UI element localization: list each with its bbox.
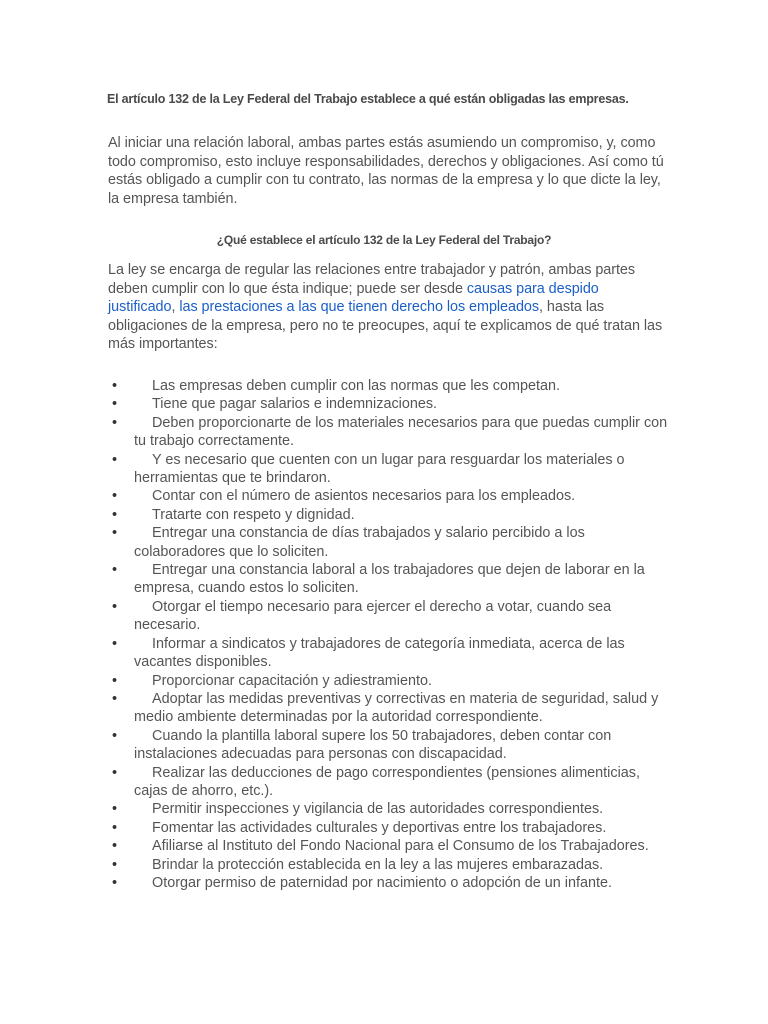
list-item-text: Adoptar las medidas preventivas y correctivas en materia de seguridad, salud y medio ambiente determinadas por la autoridad correspondiente.: [134, 690, 659, 726]
list-item-text: Tratarte con respeto y dignidad.: [152, 506, 355, 523]
list-item: [108, 377, 668, 395]
bullet-icon: •: [112, 727, 118, 744]
list-item: [108, 672, 668, 690]
list-item-text: Informar a sindicatos y trabajadores de categoría inmediata, acerca de las vacantes disponibles.: [134, 635, 625, 671]
bullet-icon: •: [112, 378, 118, 394]
list-item: [108, 727, 668, 764]
bullet-icon: •: [112, 396, 118, 413]
list-item: [108, 524, 668, 561]
document-title: El artículo 132 de la Ley Federal del Trabajo establece a qué están obligadas las empresas.: [107, 92, 629, 106]
bullet-icon: •: [112, 598, 118, 615]
list-item-text: Proporcionar capacitación y adiestramiento.: [152, 672, 432, 689]
bullet-icon: •: [112, 690, 118, 707]
list-item: [108, 690, 668, 727]
list-item-text: Permitir inspecciones y vigilancia de las autoridades correspondientes.: [152, 801, 604, 818]
list-item-text: Cuando la plantilla laboral supere los 50 trabajadores, deben contar con instalaciones adecuadas para personas con discapacidad.: [134, 727, 612, 763]
section-heading: ¿Qué establece el artículo 132 de la Ley Federal del Trabajo?: [216, 233, 552, 247]
list-item-text: Brindar la protección establecida en la ley a las mujeres embarazadas.: [152, 856, 604, 873]
bullet-icon: •: [112, 801, 118, 818]
intro-paragraph: Al iniciar una relación laboral, ambas partes estás asumiendo un compromiso, y, como todo compromiso, esto incluye responsabilidades, derechos y obligaciones. Así como tú estás obligado a cumplir con tu contrato, las normas de la empresa y lo que dicte la ley, la empresa también.: [108, 135, 664, 207]
paragraph-text-between: ,: [171, 299, 180, 315]
bullet-icon: •: [112, 525, 118, 542]
list-item: [108, 414, 668, 451]
bullet-icon: •: [112, 506, 118, 523]
bullet-icon: •: [112, 635, 118, 652]
bullet-icon: •: [112, 874, 118, 891]
list-item: [108, 800, 668, 818]
list-item-text: Entregar una constancia laboral a los trabajadores que dejen de laborar en la empresa, cuando estos lo soliciten.: [134, 562, 645, 597]
list-item: [108, 856, 668, 874]
bullet-icon: •: [112, 819, 118, 836]
list-item: [108, 506, 668, 524]
list-item: [108, 874, 668, 892]
list-item-text: Otorgar el tiempo necesario para ejercer el derecho a votar, cuando sea necesario.: [134, 598, 612, 634]
bullet-icon: •: [112, 764, 118, 781]
link-prestaciones[interactable]: las prestaciones a las que tienen derecho los empleados: [179, 299, 540, 315]
link-causas-despido[interactable]: causas para despido justificado: [108, 280, 599, 315]
list-item-text: Entregar una constancia de días trabajados y salario percibido a los colaboradores que lo soliciten.: [134, 525, 585, 560]
list-item-text: Realizar las deducciones de pago correspondientes (pensiones alimenticias, cajas de ahorro, etc.).: [134, 764, 640, 799]
list-item: [108, 764, 668, 801]
list-item: [108, 451, 668, 488]
list-item-text: Deben proporcionarte de los materiales necesarios para que puedas cumplir con tu trabajo correctamente.: [134, 414, 668, 450]
obligations-list: [108, 377, 668, 892]
bullet-icon: •: [112, 488, 118, 505]
list-item: [108, 395, 668, 413]
list-item-text: Otorgar permiso de paternidad por nacimiento o adopción de un infante.: [152, 874, 612, 891]
list-item-text: Las empresas deben cumplir con las normas que les competan.: [152, 378, 560, 394]
paragraph-text-after: , hasta las obligaciones de la empresa, pero no te preocupes, aquí te explicamos de qué tratan las más importantes:: [108, 299, 663, 352]
list-item: [108, 819, 668, 837]
list-item: [108, 598, 668, 635]
list-item: [108, 635, 668, 672]
bullet-icon: •: [112, 672, 118, 689]
bullet-icon: •: [112, 838, 118, 855]
list-item-text: Afiliarse al Instituto del Fondo Nacional para el Consumo de los Trabajadores.: [152, 838, 649, 855]
list-item: [108, 837, 668, 855]
bullet-icon: •: [112, 562, 118, 579]
list-item-text: Contar con el número de asientos necesarios para los empleados.: [152, 488, 576, 505]
list-item-text: Fomentar las actividades culturales y deportivas entre los trabajadores.: [152, 819, 607, 836]
bullet-icon: •: [112, 856, 118, 873]
list-item: [108, 487, 668, 505]
list-item: [108, 561, 668, 598]
bullet-icon: •: [112, 414, 118, 431]
law-paragraph: [108, 261, 668, 354]
list-item-text: Tiene que pagar salarios e indemnizaciones.: [152, 396, 438, 413]
bullet-icon: •: [112, 451, 118, 468]
paragraph-text-before: La ley se encarga de regular las relaciones entre trabajador y patrón, ambas partes deben cumplir con lo que ésta indique; puede ser desde: [108, 262, 636, 297]
list-item-text: Y es necesario que cuenten con un lugar para resguardar los materiales o herramientas que te brindaron.: [134, 451, 625, 487]
